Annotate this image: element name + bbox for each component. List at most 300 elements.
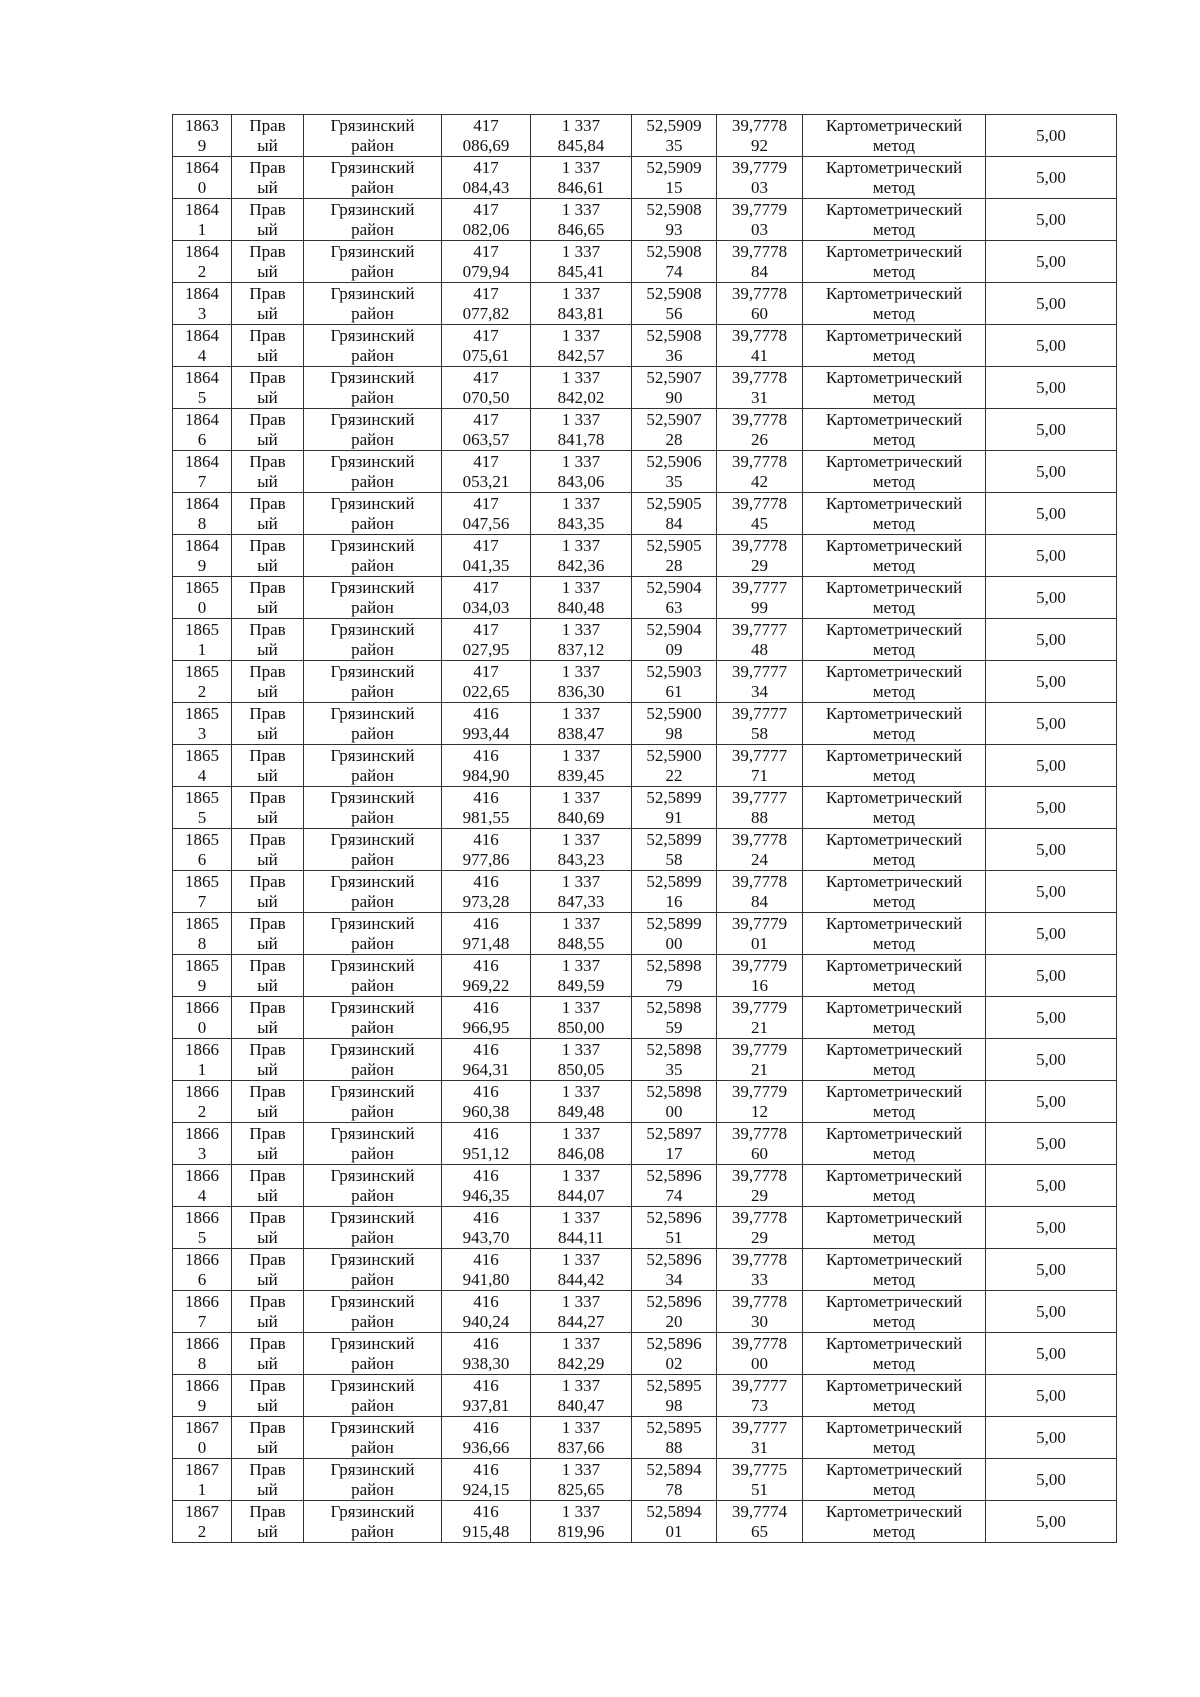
coord-y-cell-text: 1 337 840,47 — [557, 1375, 605, 1415]
method-cell-text: Картометрический метод — [825, 787, 963, 827]
accuracy-cell — [986, 1375, 1117, 1417]
coord-y-cell — [531, 913, 632, 955]
coord-y-cell — [531, 619, 632, 661]
latitude-cell-text: 52,5904 63 — [646, 577, 702, 617]
district-cell — [304, 115, 442, 157]
point-number-cell-text: 1867 0 — [185, 1417, 219, 1457]
coord-x-cell — [442, 115, 531, 157]
method-cell — [803, 1165, 986, 1207]
method-cell — [803, 787, 986, 829]
accuracy-cell — [986, 1333, 1117, 1375]
longitude-cell-text: 39,7778 24 — [731, 829, 788, 869]
coord-x-cell-text: 416 977,86 — [462, 829, 510, 869]
coord-y-cell — [531, 1039, 632, 1081]
method-cell-text: Картометрический метод — [825, 1417, 963, 1457]
longitude-cell — [717, 997, 803, 1039]
coord-x-cell — [442, 1417, 531, 1459]
longitude-cell-text: 39,7779 21 — [731, 1039, 788, 1079]
bank-side-cell — [232, 493, 304, 535]
longitude-cell-text: 39,7777 99 — [731, 577, 788, 617]
table-row — [173, 325, 1117, 367]
latitude-cell-text: 52,5896 02 — [646, 1333, 702, 1373]
coord-y-cell-text: 1 337 846,65 — [557, 199, 605, 239]
bank-side-cell — [232, 1249, 304, 1291]
district-cell-text: Грязинский район — [330, 241, 415, 281]
point-number-cell — [173, 1207, 232, 1249]
accuracy-cell-text: 5,00 — [1036, 1007, 1066, 1027]
bank-side-cell-text: Прав ый — [249, 997, 286, 1037]
point-number-cell — [173, 1291, 232, 1333]
accuracy-cell-text: 5,00 — [1036, 1301, 1066, 1321]
point-number-cell — [173, 1375, 232, 1417]
coord-x-cell — [442, 787, 531, 829]
coord-y-cell — [531, 1333, 632, 1375]
latitude-cell — [632, 493, 717, 535]
accuracy-cell-text: 5,00 — [1036, 1469, 1066, 1489]
latitude-cell-text: 52,5894 78 — [646, 1459, 702, 1499]
accuracy-cell — [986, 577, 1117, 619]
latitude-cell — [632, 367, 717, 409]
bank-side-cell-text: Прав ый — [249, 409, 286, 449]
latitude-cell-text: 52,5899 00 — [646, 913, 702, 953]
district-cell-text: Грязинский район — [330, 451, 415, 491]
method-cell-text: Картометрический метод — [825, 1039, 963, 1079]
method-cell — [803, 661, 986, 703]
table-row — [173, 619, 1117, 661]
method-cell — [803, 1333, 986, 1375]
accuracy-cell — [986, 913, 1117, 955]
district-cell — [304, 1333, 442, 1375]
latitude-cell — [632, 409, 717, 451]
longitude-cell-text: 39,7778 31 — [731, 367, 788, 407]
coord-y-cell — [531, 1165, 632, 1207]
method-cell-text: Картометрический метод — [825, 409, 963, 449]
coord-y-cell-text: 1 337 837,12 — [557, 619, 605, 659]
coord-x-cell-text: 416 969,22 — [462, 955, 510, 995]
table-row — [173, 661, 1117, 703]
point-number-cell — [173, 661, 232, 703]
table-row — [173, 1417, 1117, 1459]
coord-y-cell-text: 1 337 840,48 — [557, 577, 605, 617]
district-cell-text: Грязинский район — [330, 661, 415, 701]
point-number-cell — [173, 1165, 232, 1207]
latitude-cell-text: 52,5896 51 — [646, 1207, 702, 1247]
coord-x-cell-text: 417 075,61 — [462, 325, 510, 365]
district-cell-text: Грязинский район — [330, 703, 415, 743]
method-cell — [803, 1291, 986, 1333]
point-number-cell-text: 1865 6 — [185, 829, 219, 869]
accuracy-cell — [986, 1417, 1117, 1459]
district-cell — [304, 1123, 442, 1165]
method-cell-text: Картометрический метод — [825, 199, 963, 239]
method-cell — [803, 913, 986, 955]
longitude-cell — [717, 1375, 803, 1417]
district-cell-text: Грязинский район — [330, 913, 415, 953]
latitude-cell-text: 52,5906 35 — [646, 451, 702, 491]
table-row — [173, 1291, 1117, 1333]
method-cell — [803, 367, 986, 409]
coord-y-cell-text: 1 337 844,11 — [557, 1207, 605, 1247]
latitude-cell-text: 52,5898 00 — [646, 1081, 702, 1121]
table-row — [173, 1501, 1117, 1543]
coord-y-cell — [531, 829, 632, 871]
bank-side-cell — [232, 367, 304, 409]
coord-x-cell — [442, 577, 531, 619]
bank-side-cell — [232, 283, 304, 325]
coord-x-cell — [442, 619, 531, 661]
latitude-cell — [632, 913, 717, 955]
bank-side-cell — [232, 1459, 304, 1501]
table-row — [173, 913, 1117, 955]
latitude-cell — [632, 871, 717, 913]
bank-side-cell-text: Прав ый — [249, 199, 286, 239]
latitude-cell-text: 52,5908 74 — [646, 241, 702, 281]
coord-x-cell — [442, 1165, 531, 1207]
method-cell-text: Картометрический метод — [825, 913, 963, 953]
coord-x-cell — [442, 1459, 531, 1501]
district-cell-text: Грязинский район — [330, 535, 415, 575]
longitude-cell — [717, 829, 803, 871]
coord-y-cell-text: 1 337 848,55 — [557, 913, 605, 953]
latitude-cell — [632, 703, 717, 745]
latitude-cell — [632, 619, 717, 661]
longitude-cell-text: 39,7777 34 — [731, 661, 788, 701]
accuracy-cell-text: 5,00 — [1036, 587, 1066, 607]
district-cell — [304, 283, 442, 325]
coord-y-cell-text: 1 337 844,27 — [557, 1291, 605, 1331]
point-number-cell — [173, 199, 232, 241]
bank-side-cell-text: Прав ый — [249, 703, 286, 743]
longitude-cell-text: 39,7777 48 — [731, 619, 788, 659]
bank-side-cell-text: Прав ый — [249, 325, 286, 365]
longitude-cell — [717, 1501, 803, 1543]
method-cell-text: Картометрический метод — [825, 1081, 963, 1121]
table-body — [173, 115, 1117, 1543]
point-number-cell-text: 1864 5 — [185, 367, 219, 407]
table-row — [173, 1375, 1117, 1417]
table-row — [173, 157, 1117, 199]
district-cell-text: Грязинский район — [330, 157, 415, 197]
table-row — [173, 871, 1117, 913]
coord-y-cell — [531, 283, 632, 325]
accuracy-cell — [986, 1081, 1117, 1123]
latitude-cell-text: 52,5895 88 — [646, 1417, 702, 1457]
bank-side-cell — [232, 619, 304, 661]
district-cell — [304, 955, 442, 997]
district-cell — [304, 1501, 442, 1543]
point-number-cell-text: 1867 2 — [185, 1501, 219, 1541]
longitude-cell — [717, 451, 803, 493]
longitude-cell — [717, 577, 803, 619]
longitude-cell — [717, 1165, 803, 1207]
longitude-cell-text: 39,7778 60 — [731, 1123, 788, 1163]
longitude-cell-text: 39,7775 51 — [731, 1459, 788, 1499]
coord-x-cell — [442, 1123, 531, 1165]
accuracy-cell-text: 5,00 — [1036, 1385, 1066, 1405]
point-number-cell-text: 1866 9 — [185, 1375, 219, 1415]
coord-y-cell-text: 1 337 842,36 — [557, 535, 605, 575]
coord-x-cell-text: 417 084,43 — [462, 157, 510, 197]
coord-y-cell-text: 1 337 839,45 — [557, 745, 605, 785]
point-number-cell-text: 1866 4 — [185, 1165, 219, 1205]
coord-y-cell-text: 1 337 842,57 — [557, 325, 605, 365]
district-cell — [304, 1165, 442, 1207]
point-number-cell — [173, 955, 232, 997]
longitude-cell-text: 39,7774 65 — [731, 1501, 788, 1541]
latitude-cell — [632, 829, 717, 871]
method-cell-text: Картометрический метод — [825, 1501, 963, 1541]
accuracy-cell-text: 5,00 — [1036, 1091, 1066, 1111]
coord-x-cell — [442, 1291, 531, 1333]
coord-y-cell-text: 1 337 825,65 — [557, 1459, 605, 1499]
coord-x-cell-text: 417 063,57 — [462, 409, 510, 449]
point-number-cell — [173, 493, 232, 535]
district-cell — [304, 1039, 442, 1081]
district-cell-text: Грязинский район — [330, 409, 415, 449]
coord-y-cell-text: 1 337 845,84 — [557, 115, 605, 155]
latitude-cell — [632, 1333, 717, 1375]
point-number-cell-text: 1865 8 — [185, 913, 219, 953]
district-cell — [304, 829, 442, 871]
bank-side-cell — [232, 1501, 304, 1543]
coord-x-cell — [442, 871, 531, 913]
accuracy-cell — [986, 1291, 1117, 1333]
method-cell — [803, 1039, 986, 1081]
point-number-cell — [173, 409, 232, 451]
coord-x-cell — [442, 661, 531, 703]
bank-side-cell-text: Прав ый — [249, 787, 286, 827]
coord-y-cell-text: 1 337 840,69 — [557, 787, 605, 827]
longitude-cell-text: 39,7779 16 — [731, 955, 788, 995]
latitude-cell-text: 52,5909 15 — [646, 157, 702, 197]
coord-x-cell — [442, 955, 531, 997]
district-cell — [304, 871, 442, 913]
coord-x-cell — [442, 1039, 531, 1081]
bank-side-cell-text: Прав ый — [249, 535, 286, 575]
coordinates-table — [172, 114, 1117, 1543]
table-row — [173, 493, 1117, 535]
table-row — [173, 1123, 1117, 1165]
accuracy-cell — [986, 1501, 1117, 1543]
coord-x-cell — [442, 1333, 531, 1375]
point-number-cell-text: 1865 1 — [185, 619, 219, 659]
point-number-cell-text: 1866 2 — [185, 1081, 219, 1121]
table-row — [173, 1081, 1117, 1123]
point-number-cell-text: 1864 2 — [185, 241, 219, 281]
coord-y-cell — [531, 1123, 632, 1165]
bank-side-cell — [232, 1081, 304, 1123]
longitude-cell-text: 39,7778 33 — [731, 1249, 788, 1289]
latitude-cell — [632, 283, 717, 325]
district-cell — [304, 199, 442, 241]
coord-x-cell-text: 416 966,95 — [462, 997, 510, 1037]
accuracy-cell-text: 5,00 — [1036, 209, 1066, 229]
longitude-cell — [717, 1207, 803, 1249]
bank-side-cell — [232, 409, 304, 451]
coord-y-cell — [531, 703, 632, 745]
bank-side-cell — [232, 577, 304, 619]
table-row — [173, 577, 1117, 619]
latitude-cell — [632, 1081, 717, 1123]
coord-x-cell — [442, 283, 531, 325]
coord-y-cell-text: 1 337 849,48 — [557, 1081, 605, 1121]
table-row — [173, 535, 1117, 577]
coord-y-cell — [531, 1417, 632, 1459]
coord-x-cell — [442, 535, 531, 577]
bank-side-cell-text: Прав ый — [249, 1291, 286, 1331]
coord-x-cell — [442, 997, 531, 1039]
accuracy-cell-text: 5,00 — [1036, 419, 1066, 439]
bank-side-cell-text: Прав ый — [249, 871, 286, 911]
point-number-cell — [173, 997, 232, 1039]
district-cell — [304, 745, 442, 787]
method-cell — [803, 1249, 986, 1291]
district-cell — [304, 535, 442, 577]
district-cell-text: Грязинский район — [330, 493, 415, 533]
latitude-cell-text: 52,5908 56 — [646, 283, 702, 323]
method-cell-text: Картометрический метод — [825, 241, 963, 281]
point-number-cell-text: 1864 3 — [185, 283, 219, 323]
accuracy-cell-text: 5,00 — [1036, 797, 1066, 817]
coord-x-cell-text: 416 993,44 — [462, 703, 510, 743]
point-number-cell-text: 1866 8 — [185, 1333, 219, 1373]
coord-x-cell-text: 416 981,55 — [462, 787, 510, 827]
bank-side-cell — [232, 661, 304, 703]
coord-y-cell-text: 1 337 844,42 — [557, 1249, 605, 1289]
method-cell-text: Картометрический метод — [825, 283, 963, 323]
district-cell — [304, 1207, 442, 1249]
point-number-cell — [173, 829, 232, 871]
method-cell — [803, 619, 986, 661]
longitude-cell-text: 39,7778 92 — [731, 115, 788, 155]
point-number-cell — [173, 283, 232, 325]
district-cell — [304, 1417, 442, 1459]
bank-side-cell — [232, 115, 304, 157]
method-cell — [803, 409, 986, 451]
longitude-cell — [717, 157, 803, 199]
accuracy-cell — [986, 1459, 1117, 1501]
longitude-cell-text: 39,7778 42 — [731, 451, 788, 491]
coord-x-cell — [442, 409, 531, 451]
table-row — [173, 955, 1117, 997]
bank-side-cell-text: Прав ый — [249, 157, 286, 197]
bank-side-cell — [232, 829, 304, 871]
bank-side-cell — [232, 787, 304, 829]
latitude-cell — [632, 1207, 717, 1249]
accuracy-cell — [986, 325, 1117, 367]
latitude-cell — [632, 955, 717, 997]
accuracy-cell-text: 5,00 — [1036, 923, 1066, 943]
bank-side-cell — [232, 997, 304, 1039]
point-number-cell — [173, 157, 232, 199]
latitude-cell — [632, 787, 717, 829]
bank-side-cell — [232, 199, 304, 241]
method-cell-text: Картометрический метод — [825, 661, 963, 701]
accuracy-cell — [986, 829, 1117, 871]
point-number-cell — [173, 115, 232, 157]
coord-x-cell-text: 416 915,48 — [462, 1501, 510, 1541]
method-cell — [803, 241, 986, 283]
method-cell-text: Картометрический метод — [825, 1333, 963, 1373]
district-cell — [304, 577, 442, 619]
longitude-cell-text: 39,7778 29 — [731, 535, 788, 575]
district-cell — [304, 913, 442, 955]
bank-side-cell-text: Прав ый — [249, 115, 286, 155]
coord-x-cell — [442, 367, 531, 409]
coord-x-cell-text: 417 079,94 — [462, 241, 510, 281]
district-cell-text: Грязинский район — [330, 283, 415, 323]
point-number-cell-text: 1866 7 — [185, 1291, 219, 1331]
coord-y-cell-text: 1 337 837,66 — [557, 1417, 605, 1457]
coord-y-cell — [531, 661, 632, 703]
bank-side-cell — [232, 913, 304, 955]
longitude-cell — [717, 871, 803, 913]
method-cell-text: Картометрический метод — [825, 955, 963, 995]
district-cell-text: Грязинский район — [330, 871, 415, 911]
accuracy-cell-text: 5,00 — [1036, 629, 1066, 649]
longitude-cell — [717, 367, 803, 409]
point-number-cell-text: 1865 0 — [185, 577, 219, 617]
longitude-cell — [717, 955, 803, 997]
district-cell — [304, 241, 442, 283]
latitude-cell — [632, 1417, 717, 1459]
method-cell — [803, 1207, 986, 1249]
latitude-cell-text: 52,5908 93 — [646, 199, 702, 239]
coord-y-cell — [531, 493, 632, 535]
method-cell — [803, 535, 986, 577]
bank-side-cell-text: Прав ый — [249, 367, 286, 407]
latitude-cell-text: 52,5897 17 — [646, 1123, 702, 1163]
accuracy-cell — [986, 493, 1117, 535]
bank-side-cell — [232, 1291, 304, 1333]
longitude-cell-text: 39,7777 73 — [731, 1375, 788, 1415]
longitude-cell — [717, 1249, 803, 1291]
coord-y-cell — [531, 409, 632, 451]
point-number-cell — [173, 325, 232, 367]
point-number-cell-text: 1866 6 — [185, 1249, 219, 1289]
accuracy-cell-text: 5,00 — [1036, 125, 1066, 145]
method-cell — [803, 1417, 986, 1459]
accuracy-cell-text: 5,00 — [1036, 545, 1066, 565]
longitude-cell-text: 39,7779 12 — [731, 1081, 788, 1121]
district-cell-text: Грязинский район — [330, 325, 415, 365]
longitude-cell — [717, 409, 803, 451]
accuracy-cell-text: 5,00 — [1036, 1511, 1066, 1531]
point-number-cell — [173, 787, 232, 829]
coord-y-cell-text: 1 337 849,59 — [557, 955, 605, 995]
district-cell — [304, 1375, 442, 1417]
point-number-cell-text: 1865 2 — [185, 661, 219, 701]
accuracy-cell-text: 5,00 — [1036, 1343, 1066, 1363]
district-cell-text: Грязинский район — [330, 1501, 415, 1541]
latitude-cell — [632, 241, 717, 283]
latitude-cell-text: 52,5896 20 — [646, 1291, 702, 1331]
longitude-cell-text: 39,7778 26 — [731, 409, 788, 449]
coord-x-cell — [442, 157, 531, 199]
point-number-cell-text: 1867 1 — [185, 1459, 219, 1499]
longitude-cell — [717, 787, 803, 829]
method-cell — [803, 283, 986, 325]
bank-side-cell-text: Прав ый — [249, 1165, 286, 1205]
longitude-cell-text: 39,7779 03 — [731, 157, 788, 197]
coord-y-cell-text: 1 337 844,07 — [557, 1165, 605, 1205]
coord-y-cell — [531, 1375, 632, 1417]
accuracy-cell-text: 5,00 — [1036, 755, 1066, 775]
method-cell — [803, 871, 986, 913]
latitude-cell-text: 52,5900 22 — [646, 745, 702, 785]
bank-side-cell-text: Прав ый — [249, 829, 286, 869]
latitude-cell — [632, 997, 717, 1039]
